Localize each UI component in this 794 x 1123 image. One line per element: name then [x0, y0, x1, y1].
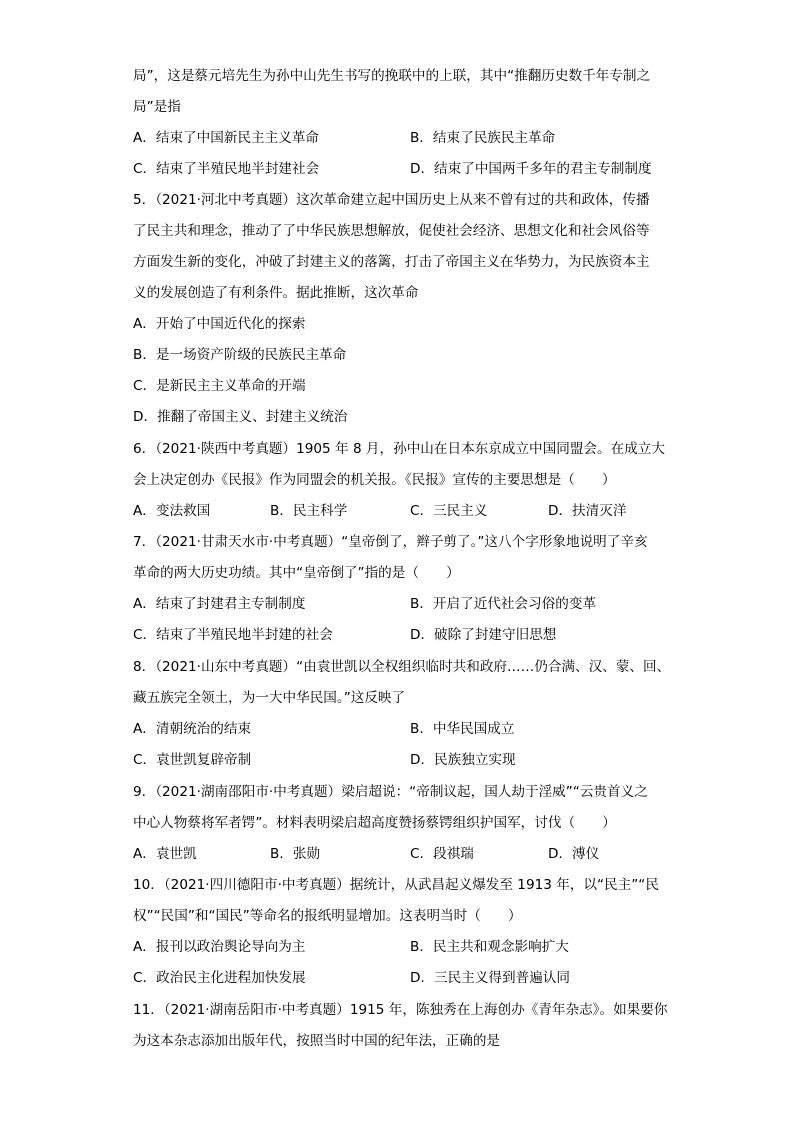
q5-option-d: D．推翻了帝国主义、封建主义统治 — [133, 409, 348, 425]
q6-text-line-2: 会上决定创办《民报》作为同盟会的机关报。《民报》宣传的主要思想是（ ） — [133, 472, 616, 488]
q5-text-line-4: 义的发展创造了有利条件。据此推断，这次革命 — [133, 285, 419, 301]
q8-text-line-2: 藏五族完全领土，为一大中华民国。”这反映了 — [133, 690, 406, 706]
q7-text-line-1: 7．（2021·甘肃天水市·中考真题）“皇帝倒了，辫子剪了。”这八个字形象地说明了辛亥 — [133, 534, 648, 550]
q4-option-b: B．结束了民族民主革命 — [410, 130, 556, 146]
q5-option-c: C．是新民主主义革命的开端 — [133, 378, 306, 394]
q10-text-line-2: 权”“民国”和“国民”等命名的报纸明显增加。这表明当时（ ） — [133, 908, 522, 924]
q5-text-line-2: 了民主共和理念，推动了了中华民族思想解放，促使社会经济、思想文化和社会风俗等 — [133, 223, 650, 239]
q5-text-line-3: 方面发生新的变化，冲破了封建主义的落篱，打击了帝国主义在华势力，为民族资本主 — [133, 254, 650, 270]
q8-option-d: D．民族独立实现 — [410, 752, 516, 768]
q6-option-d: D．扶清灭洋 — [548, 503, 627, 519]
q6-option-a: A．变法救国 — [133, 503, 211, 519]
q5-text-line-1: 5．（2021·河北中考真题）这次革命建立起中国历史上从来不曾有过的共和政体，传播 — [133, 192, 650, 208]
q8-option-a: A．清朝统治的结束 — [133, 721, 252, 737]
q7-option-b: B．开启了近代社会习俗的变革 — [410, 596, 597, 612]
q9-option-b: B．张勋 — [270, 846, 321, 862]
q7-option-c: C．结束了半殖民地半封建的社会 — [133, 627, 333, 643]
q10-option-c: C．政治民主化进程加快发展 — [133, 970, 306, 986]
q8-option-c: C．袁世凯复辟帝制 — [133, 752, 252, 768]
q4-option-d: D．结束了中国两千多年的君主专制制度 — [410, 161, 652, 177]
q4-text-line-1: 局”，这是蔡元培先生为孙中山先生书写的挽联中的上联，其中“推翻历史数千年专制之 — [133, 68, 651, 84]
q10-option-d: D．三民主义得到普遍认同 — [410, 970, 570, 986]
q4-text-line-2: 局”是指 — [133, 99, 181, 115]
q9-option-c: C．段祺瑞 — [410, 846, 474, 862]
q10-option-b: B．民主共和观念影响扩大 — [410, 939, 569, 955]
q6-option-b: B．民主科学 — [270, 503, 348, 519]
q8-text-line-1: 8．（2021·山东中考真题）“由袁世凯以全权组织临时共和政府……仍合满、汉、蒙、回、 — [133, 659, 671, 675]
q4-option-a: A．结束了中国新民主主义革命 — [133, 130, 320, 146]
q11-text-line-1: 11．（2021·湖南岳阳市·中考真题）1915 年，陈独秀在上海创办《青年杂志》。如果要你 — [133, 1002, 668, 1018]
q5-option-b: B．是一场资产阶级的民族民主革命 — [133, 347, 347, 363]
q10-option-a: A．报刊以政治舆论导向为主 — [133, 939, 306, 955]
q11-text-line-2: 为这本杂志添加出版年代，按照当时中国的纪年法，正确的是 — [133, 1033, 501, 1049]
q9-option-a: A．袁世凯 — [133, 846, 197, 862]
q9-text-line-2: 中心人物蔡将军者锷”。材料表明梁启超高度赞扬蔡锷组织护国军，讨伐（ ） — [133, 815, 616, 831]
q7-text-line-2: 革命的两大历史功绩。其中“皇帝倒了”指的是（ ） — [133, 565, 460, 581]
q6-option-c: C．三民主义 — [410, 503, 488, 519]
q9-text-line-1: 9．（2021·湖南邵阳市·中考真题）梁启超说：“帝制议起，国人劫于淫威”“云贵首义之 — [133, 784, 648, 800]
q9-option-d: D．溥仪 — [548, 846, 600, 862]
q6-text-line-1: 6．（2021·陕西中考真题）1905 年 8 月，孙中山在日本东京成立中国同盟会。在成立大 — [133, 441, 665, 457]
q7-option-d: D．破除了封建守旧思想 — [410, 627, 557, 643]
q5-option-a: A．开始了中国近代化的探索 — [133, 316, 306, 332]
q8-option-b: B．中华民国成立 — [410, 721, 515, 737]
q4-option-c: C．结束了半殖民地半封建社会 — [133, 161, 320, 177]
q7-option-a: A．结束了封建君主专制制度 — [133, 596, 306, 612]
q10-text-line-1: 10．（2021·四川德阳市·中考真题）据统计，从武昌起义爆发至 1913 年，以“民主”“民 — [133, 877, 659, 893]
